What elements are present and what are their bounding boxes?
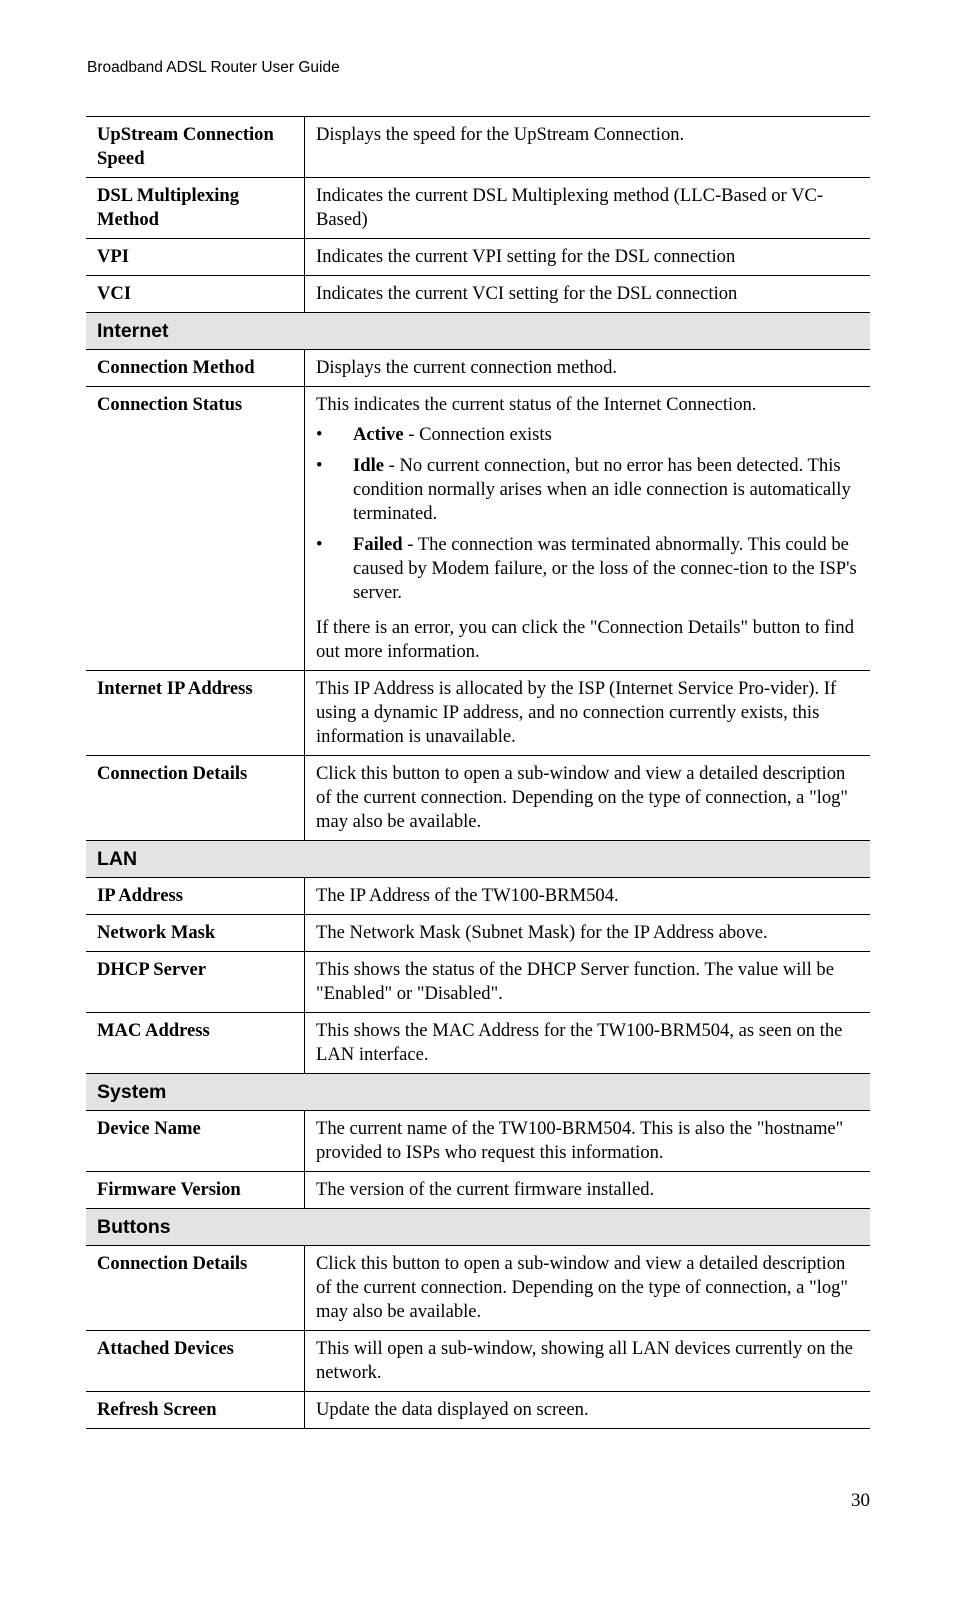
section-heading-row-buttons (86, 1209, 870, 1246)
table-row (86, 350, 870, 387)
field-name: Refresh Screen (86, 1392, 305, 1429)
field-name: DHCP Server (86, 952, 305, 1013)
field-name: DSL Multiplexing Method (86, 178, 305, 239)
field-name: IP Address (86, 878, 305, 915)
status-text: - Connection exists (403, 424, 552, 445)
field-name: Firmware Version (86, 1172, 305, 1209)
table-row (86, 1013, 870, 1074)
table-row (86, 117, 870, 178)
table-row (86, 276, 870, 313)
field-name: Connection Method (86, 350, 305, 387)
field-name: Attached Devices (86, 1331, 305, 1392)
field-description: This shows the status of the DHCP Server function. The value will be "Enabled" or "Disabled". (305, 952, 871, 1013)
status-label: Failed (353, 534, 403, 555)
table-row (86, 178, 870, 239)
table-row (86, 915, 870, 952)
field-description: The version of the current firmware installed. (305, 1172, 871, 1209)
field-name: UpStream Connection Speed (86, 117, 305, 178)
field-description: Displays the current connection method. (305, 350, 871, 387)
section-heading: System (86, 1074, 870, 1111)
field-description: Indicates the current DSL Multiplexing method (LLC-Based or VC-Based) (305, 178, 871, 239)
field-description: Indicates the current VCI setting for the DSL connection (305, 276, 871, 313)
field-name: Network Mask (86, 915, 305, 952)
table-row (86, 671, 870, 756)
table-row (86, 1392, 870, 1429)
section-heading: Buttons (86, 1209, 870, 1246)
field-description (305, 387, 871, 671)
field-description: Click this button to open a sub-window and view a detailed description of the current connection. Depending on the type of connection, a "log" may also be available. (305, 1246, 871, 1331)
field-description: Click this button to open a sub-window and view a detailed description of the current connection. Depending on the type of connection, a "log" may also be available. (305, 756, 871, 841)
table-row (86, 756, 870, 841)
field-name: MAC Address (86, 1013, 305, 1074)
page-header: Broadband ADSL Router User Guide (87, 59, 340, 76)
section-heading-row-system (86, 1074, 870, 1111)
table-row (86, 952, 870, 1013)
field-description: Indicates the current VPI setting for the DSL connection (305, 239, 871, 276)
status-text: - The connection was terminated abnormally. This could be caused by Modem failure, or the loss of the connec-tion to the ISP's server. (353, 534, 857, 603)
field-name: VPI (86, 239, 305, 276)
status-label: Active (353, 424, 404, 445)
status-list (316, 423, 859, 605)
field-name: Connection Details (86, 756, 305, 841)
table-row (86, 1331, 870, 1392)
list-item (316, 423, 859, 447)
table-row (86, 1246, 870, 1331)
field-description: The Network Mask (Subnet Mask) for the IP Address above. (305, 915, 871, 952)
field-name: Connection Status (86, 387, 305, 671)
status-text: - No current connection, but no error has been detected. This condition normally arises when an idle connection is automatically terminated. (353, 455, 851, 524)
section-heading: Internet (86, 313, 870, 350)
field-description: The IP Address of the TW100-BRM504. (305, 878, 871, 915)
page-number: 30 (851, 1490, 870, 1511)
field-description: The current name of the TW100-BRM504. This is also the "hostname" provided to ISPs who request this information. (305, 1111, 871, 1172)
section-heading-row-internet (86, 313, 870, 350)
field-name: Connection Details (86, 1246, 305, 1331)
list-item (316, 533, 859, 605)
status-intro: This indicates the current status of the Internet Connection. (316, 394, 757, 415)
table-row (86, 1111, 870, 1172)
table-row (86, 878, 870, 915)
table-row (86, 387, 870, 671)
list-item (316, 454, 859, 526)
field-description: This will open a sub-window, showing all LAN devices currently on the network. (305, 1331, 871, 1392)
field-description: This IP Address is allocated by the ISP (Internet Service Pro-vider). If using a dynamic IP address, and no connection currently exists, this information is unavailable. (305, 671, 871, 756)
status-note: If there is an error, you can click the "Connection Details" button to find out more information. (316, 617, 855, 662)
field-name: Internet IP Address (86, 671, 305, 756)
field-name: Device Name (86, 1111, 305, 1172)
table-row (86, 239, 870, 276)
field-description: Displays the speed for the UpStream Connection. (305, 117, 871, 178)
status-screen-field-table (86, 116, 870, 1429)
section-heading: LAN (86, 841, 870, 878)
field-description: This shows the MAC Address for the TW100-BRM504, as seen on the LAN interface. (305, 1013, 871, 1074)
section-heading-row-lan (86, 841, 870, 878)
field-description: Update the data displayed on screen. (305, 1392, 871, 1429)
field-name: VCI (86, 276, 305, 313)
table-row (86, 1172, 870, 1209)
status-label: Idle (353, 455, 384, 476)
